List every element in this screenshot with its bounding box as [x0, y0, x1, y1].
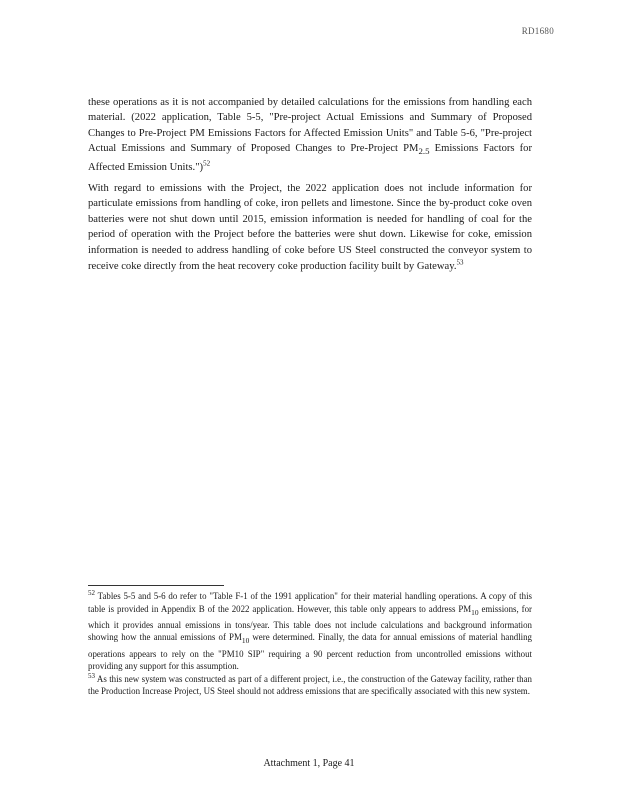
footnote-53-text: As this new system was constructed as part of a different project, i.e., the construction of the Gateway facility, rather than the Production Increase Project, US Steel should not address emissions that are specifically associated with this new system.	[88, 673, 532, 697]
pm-subscript: 10	[471, 607, 479, 617]
footnote-ref-52: 52	[203, 159, 211, 168]
footnote-53	[88, 673, 532, 698]
footnote-separator	[88, 585, 224, 586]
body-paragraph-1	[88, 95, 532, 176]
footnote-number: 52	[88, 589, 95, 598]
footnote-52-text-a: Tables 5-5 and 5-6 do refer to "Table F-1 of the 1991 application" for their material handling operations. A copy of this table is provided in Appendix B of the 2022 application. However, this table only appears to address PM	[88, 591, 532, 614]
footnote-52-text-b: emissions, for which it provides annual emissions in tons/year. This table does not include calculations and background information showing how the annual emissions of PM	[88, 603, 532, 643]
footnote-52	[88, 590, 532, 673]
pm-subscript: 10	[241, 636, 250, 646]
footnote-number: 53	[88, 671, 95, 680]
paragraph-1-text: these operations as it is not accompanied by detailed calculations for the emissions from handling each material. (2022 application, Table 5-5, "Pre-project Actual Emissions and Summary of Proposed Changes to Pre-Project PM Emissions Factors for Affected Emission Units" and Table 5-6, "Pre-project Actual Emissions and Summary of Proposed Changes to Pre-Project PM	[88, 96, 532, 155]
page-footer: Attachment 1, Page 41	[263, 758, 355, 769]
footnote-ref-53: 53	[456, 258, 464, 267]
pm-subscript: 2.5	[418, 146, 430, 157]
document-id: RD1680	[521, 26, 554, 36]
body-paragraph-2	[88, 181, 532, 275]
footnote-52-text-c: were determined. Finally, the data for annual emissions of material handling operations appears to rely on the "PM10 SIP" requiring a 90 percent reduction from uncontrolled emissions without providing any support for this assumption.	[88, 632, 532, 672]
footnotes	[88, 590, 532, 698]
paragraph-2-text: With regard to emissions with the Project, the 2022 application does not include information for particulate emissions from handling of coke, iron pellets and limestone. Since the by-product coke oven batteries were not shut down until 2015, emission information is needed for handling of coal for the period of operation with the Project before the batteries were shut down. Likewise for coke, emission information is needed to address handling of coke before US Steel constructed the conveyor system to receive coke directly from the heat recovery coke production facility built by Gateway.	[88, 182, 532, 272]
paragraph-1-tail: Emissions Factors for Affected Emission Units.")	[88, 143, 533, 174]
